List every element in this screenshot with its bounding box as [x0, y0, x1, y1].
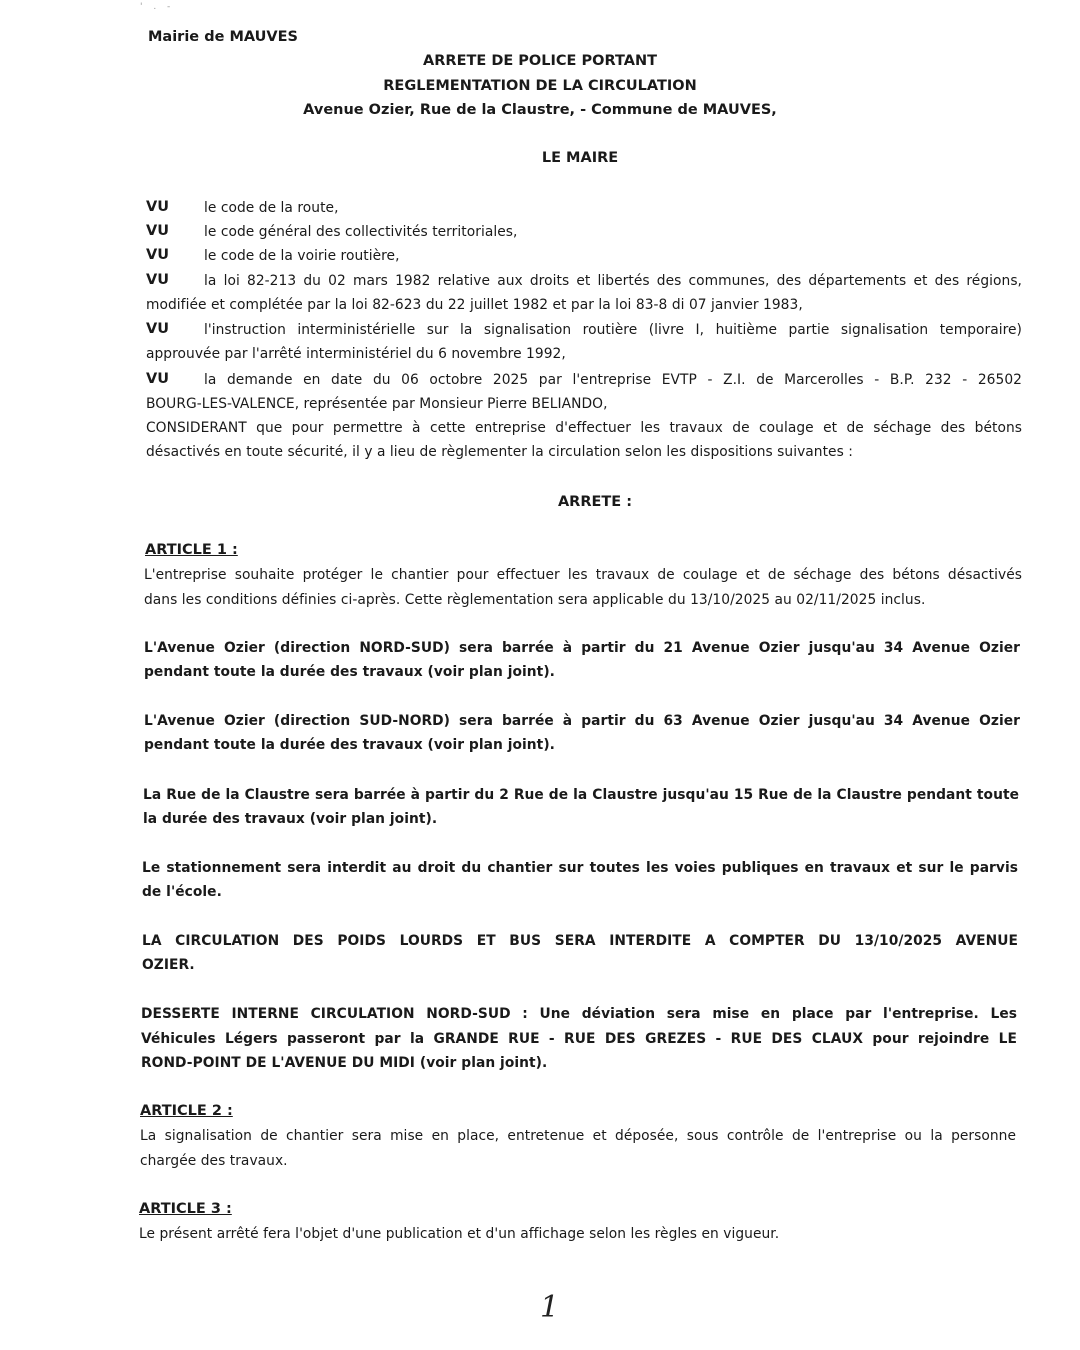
vu-label: VU [146, 199, 169, 215]
vu-loi-line-2: modifiée et complétée par la loi 82-623 du 22 juillet 1982 et par la loi 83-8 di 07 janvier 1983, [146, 297, 803, 313]
article-2-title: ARTICLE 2 : [140, 1103, 233, 1119]
article-1-p2-line-1: L'Avenue Ozier (direction NORD-SUD) sera barrée à partir du 21 Avenue Ozier jusqu'au 34 Avenue Ozier [144, 640, 1020, 656]
article-1-p4-line-2: la durée des travaux (voir plan joint). [143, 811, 438, 827]
article-1-p5-line-1: Le stationnement sera interdit au droit du chantier sur toutes les voies publiques en travaux et sur le parvis [142, 860, 1018, 876]
article-1-p6-line-1: LA CIRCULATION DES POIDS LOURDS ET BUS SERA INTERDITE A COMPTER DU 13/10/2025 AVENUE [142, 933, 1018, 949]
article-1-p1-line-1: L'entreprise souhaite protéger le chantier pour effectuer les travaux de coulage et de séchage des bétons désactivés [144, 567, 1022, 583]
article-1-p7-line-1: DESSERTE INTERNE CIRCULATION NORD-SUD : Une déviation sera mise en place par l'entreprise. Les [141, 1006, 1017, 1022]
vu-label: VU [146, 247, 169, 263]
vu-demande-line-1: la demande en date du 06 octobre 2025 par l'entreprise EVTP - Z.I. de Marcerolles - B.P. 232 - 26502 [204, 372, 1022, 388]
article-1-p2-line-2: pendant toute la durée des travaux (voir plan joint). [144, 664, 555, 680]
scan-specks-decoration: ' . - [140, 2, 175, 12]
vu-label: VU [146, 272, 169, 288]
article-3-line-1: Le présent arrêté fera l'objet d'une publication et d'un affichage selon les règles en vigueur. [139, 1226, 780, 1242]
le-maire-heading: LE MAIRE [541, 150, 619, 166]
arrete-heading: ARRETE : [557, 494, 633, 510]
vu-code-voirie: le code de la voirie routière, [204, 248, 400, 264]
vu-label: VU [146, 371, 169, 387]
vu-label: VU [146, 321, 169, 337]
article-1-title: ARTICLE 1 : [145, 542, 238, 558]
title-line-3: Avenue Ozier, Rue de la Claustre, - Commune de MAUVES, [303, 102, 777, 118]
page-number: 1 [540, 1290, 560, 1325]
article-1-p7-line-3: ROND-POINT DE L'AVENUE DU MIDI (voir plan joint). [141, 1055, 548, 1071]
vu-demande-line-2: BOURG-LES-VALENCE, représentée par Monsieur Pierre BELIANDO, [146, 396, 608, 412]
title-line-2: REGLEMENTATION DE LA CIRCULATION [383, 78, 697, 94]
article-1-p3-line-1: L'Avenue Ozier (direction SUD-NORD) sera barrée à partir du 63 Avenue Ozier jusqu'au 34 Avenue Ozier [144, 713, 1020, 729]
article-1-p4-line-1: La Rue de la Claustre sera barrée à partir du 2 Rue de la Claustre jusqu'au 15 Rue de la Claustre pendant toute [143, 787, 1019, 803]
mairie-name: Mairie de MAUVES [148, 29, 298, 45]
article-2-line-1: La signalisation de chantier sera mise en place, entretenue et déposée, sous contrôle de l'entreprise ou la personne [140, 1128, 1016, 1144]
vu-code-collectivites: le code général des collectivités territoriales, [204, 224, 518, 240]
article-1-p3-line-2: pendant toute la durée des travaux (voir plan joint). [144, 737, 555, 753]
article-2-line-2: chargée des travaux. [140, 1153, 288, 1169]
article-1-p1-line-2: dans les conditions définies ci-après. Cette règlementation sera applicable du 13/10/2025 au 02/11/2025 inclus. [144, 592, 926, 608]
article-1-p5-line-2: de l'école. [142, 884, 222, 900]
considerant-line-2: désactivés en toute sécurité, il y a lieu de règlementer la circulation selon les dispositions suivantes : [146, 444, 853, 460]
article-1-p7-line-2: Véhicules Légers passeront par la GRANDE RUE - RUE DES GREZES - RUE DES CLAUX pour rejoindre LE [141, 1031, 1017, 1047]
vu-code-route: le code de la route, [204, 200, 339, 216]
title-line-1: ARRETE DE POLICE PORTANT [423, 53, 657, 69]
vu-label: VU [146, 223, 169, 239]
article-3-title: ARTICLE 3 : [139, 1201, 232, 1217]
article-1-p6-line-2: OZIER. [142, 957, 195, 973]
vu-loi-line-1: la loi 82-213 du 02 mars 1982 relative aux droits et libertés des communes, des départements et des régions, [204, 273, 1022, 289]
vu-instruction-line-1: l'instruction interministérielle sur la signalisation routière (livre I, huitième partie signalisation temporaire) [204, 322, 1022, 338]
considerant-line-1: CONSIDERANT que pour permettre à cette entreprise d'effectuer les travaux de coulage et de séchage des bétons [146, 420, 1022, 436]
vu-instruction-line-2: approuvée par l'arrêté interministériel du 6 novembre 1992, [146, 346, 566, 362]
